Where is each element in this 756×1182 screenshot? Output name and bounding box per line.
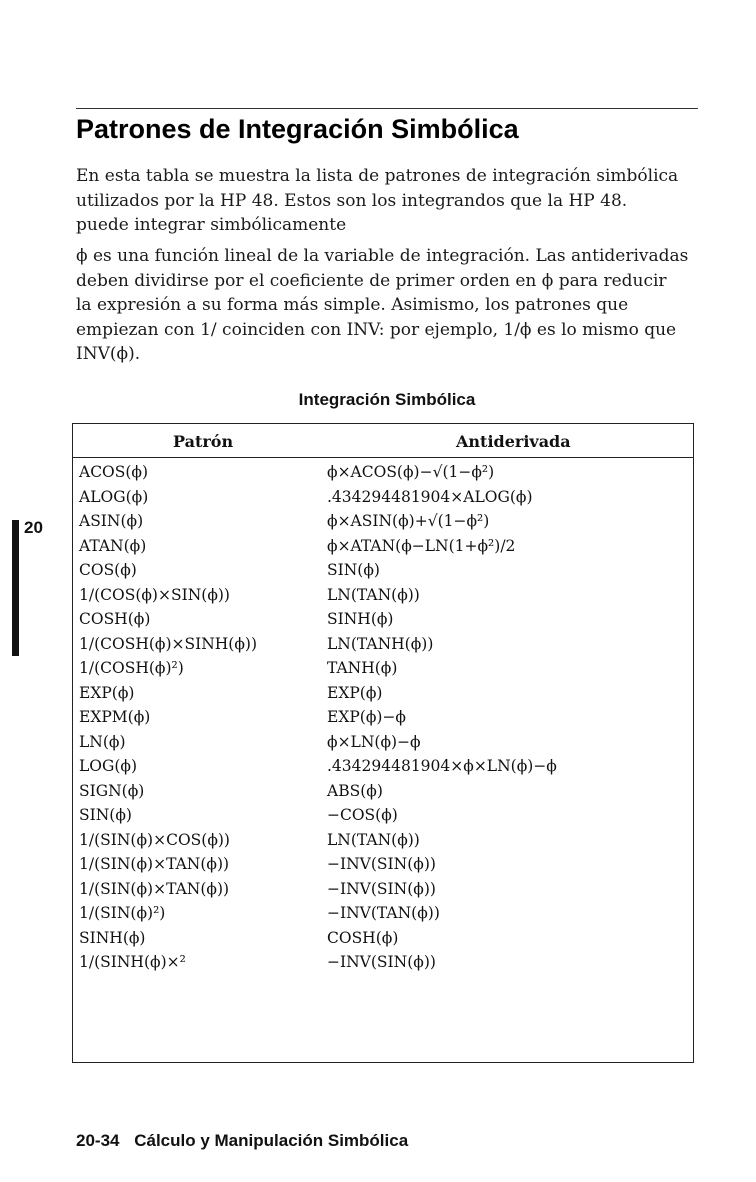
pattern-cell: SINH(ϕ) [79, 928, 146, 947]
table-row [73, 706, 693, 731]
table-row [73, 731, 693, 756]
antiderivative-cell: LN(TANH(ϕ)) [327, 634, 434, 653]
antiderivative-cell: LN(TAN(ϕ)) [327, 585, 420, 604]
table-caption: Integración Simbólica [298, 390, 476, 409]
pattern-cell: ACOS(ϕ) [79, 463, 149, 481]
pattern-cell: ATAN(ϕ) [79, 536, 147, 555]
antiderivative-cell: ϕ×ACOS(ϕ)−√(1−ϕ²) [327, 463, 495, 481]
pattern-cell: ASIN(ϕ) [79, 512, 144, 530]
integration-table [72, 423, 694, 1063]
page-footer [76, 1131, 408, 1151]
antiderivative-cell: TANH(ϕ) [327, 659, 398, 677]
chapter-tab-bar [12, 520, 19, 656]
table-row [73, 535, 693, 560]
table-row [73, 633, 693, 658]
antiderivative-cell: EXP(ϕ)−ϕ [327, 708, 406, 726]
pattern-cell: COSH(ϕ) [79, 610, 151, 628]
note-line: la expresión a su forma más simple. Asimismo, los patrones que [76, 295, 629, 315]
table-row [73, 755, 693, 780]
note-line: INV(ϕ). [76, 344, 141, 364]
table-row [73, 804, 693, 829]
intro-paragraph [76, 164, 706, 238]
top-rule [76, 108, 698, 109]
note-line: empiezan con 1/ coinciden con INV: por ejemplo, 1/ϕ es lo mismo que [76, 319, 677, 340]
pattern-cell: COS(ϕ) [79, 561, 137, 579]
pattern-cell: ALOG(ϕ) [79, 487, 149, 506]
note-paragraph [76, 244, 706, 367]
pattern-cell: SIGN(ϕ) [79, 781, 145, 800]
antiderivative-cell: ABS(ϕ) [327, 781, 383, 800]
antiderivative-cell: −INV(SIN(ϕ)) [327, 855, 436, 873]
table-row [73, 780, 693, 805]
header-pattern: Patrón [173, 432, 234, 451]
table-row [73, 902, 693, 927]
intro-line: utilizados por la HP 48. Estos son los integrandos que la HP 48. [76, 190, 628, 211]
pattern-cell: 1/(SIN(ϕ)×TAN(ϕ)) [79, 855, 230, 873]
table-row [73, 461, 693, 486]
pattern-cell: 1/(SIN(ϕ)×COS(ϕ)) [79, 830, 230, 849]
table-row [73, 682, 693, 707]
antiderivative-cell: .434294481904×ALOG(ϕ) [327, 487, 533, 506]
table-row [73, 510, 693, 535]
antiderivative-cell: ϕ×ASIN(ϕ)+√(1−ϕ²) [327, 512, 490, 530]
note-line: deben dividirse por el coeficiente de primer orden en ϕ para reducir [76, 270, 667, 291]
pattern-cell: 1/(SIN(ϕ)×TAN(ϕ)) [79, 879, 230, 898]
pattern-cell: LN(ϕ) [79, 732, 126, 751]
antiderivative-cell: −INV(SIN(ϕ)) [327, 879, 436, 898]
table-row [73, 951, 693, 976]
chapter-tab-number: 20 [24, 518, 43, 537]
antiderivative-cell: SIN(ϕ) [327, 561, 380, 579]
antiderivative-cell: −INV(TAN(ϕ)) [327, 904, 440, 922]
antiderivative-cell: .434294481904×ϕ×LN(ϕ)−ϕ [327, 757, 557, 775]
pattern-cell: 1/(SINH(ϕ)×² [79, 953, 186, 971]
footer-page-number: 20-34 [76, 1131, 120, 1150]
table-row [73, 486, 693, 511]
note-line: ϕ es una función lineal de la variable de integración. Las antiderivadas [76, 246, 689, 266]
intro-line: En esta tabla se muestra la lista de patrones de integración simbólica [76, 166, 679, 186]
pattern-cell: EXPM(ϕ) [79, 708, 151, 726]
intro-line: puede integrar simbólicamente [76, 215, 347, 235]
antiderivative-cell: −INV(SIN(ϕ)) [327, 953, 436, 971]
antiderivative-cell: LN(TAN(ϕ)) [327, 830, 420, 849]
pattern-cell: 1/(COSH(ϕ)²) [79, 659, 184, 677]
pattern-cell: 1/(COS(ϕ)×SIN(ϕ)) [79, 585, 230, 604]
table-row [73, 829, 693, 854]
antiderivative-cell: ϕ×LN(ϕ)−ϕ [327, 732, 421, 751]
table-row [73, 878, 693, 903]
header-antiderivative: Antiderivada [456, 432, 571, 451]
table-header [73, 424, 693, 458]
table-row [73, 927, 693, 952]
antiderivative-cell: COSH(ϕ) [327, 928, 399, 947]
antiderivative-cell: ϕ×ATAN(ϕ−LN(1+ϕ²)/2 [327, 536, 516, 555]
antiderivative-cell: SINH(ϕ) [327, 610, 394, 628]
table-row [73, 584, 693, 609]
pattern-cell: SIN(ϕ) [79, 806, 132, 824]
footer-section-title: Cálculo y Manipulación Simbólica [134, 1131, 409, 1150]
table-row [73, 657, 693, 682]
pattern-cell: EXP(ϕ) [79, 683, 135, 702]
antiderivative-cell: EXP(ϕ) [327, 683, 383, 702]
table-row [73, 559, 693, 584]
antiderivative-cell: −COS(ϕ) [327, 806, 398, 824]
page-title: Patrones de Integración Simbólica [76, 114, 519, 144]
pattern-cell: 1/(COSH(ϕ)×SINH(ϕ)) [79, 634, 258, 653]
table-row [73, 853, 693, 878]
pattern-cell: LOG(ϕ) [79, 757, 138, 775]
table-row [73, 608, 693, 633]
pattern-cell: 1/(SIN(ϕ)²) [79, 904, 166, 922]
